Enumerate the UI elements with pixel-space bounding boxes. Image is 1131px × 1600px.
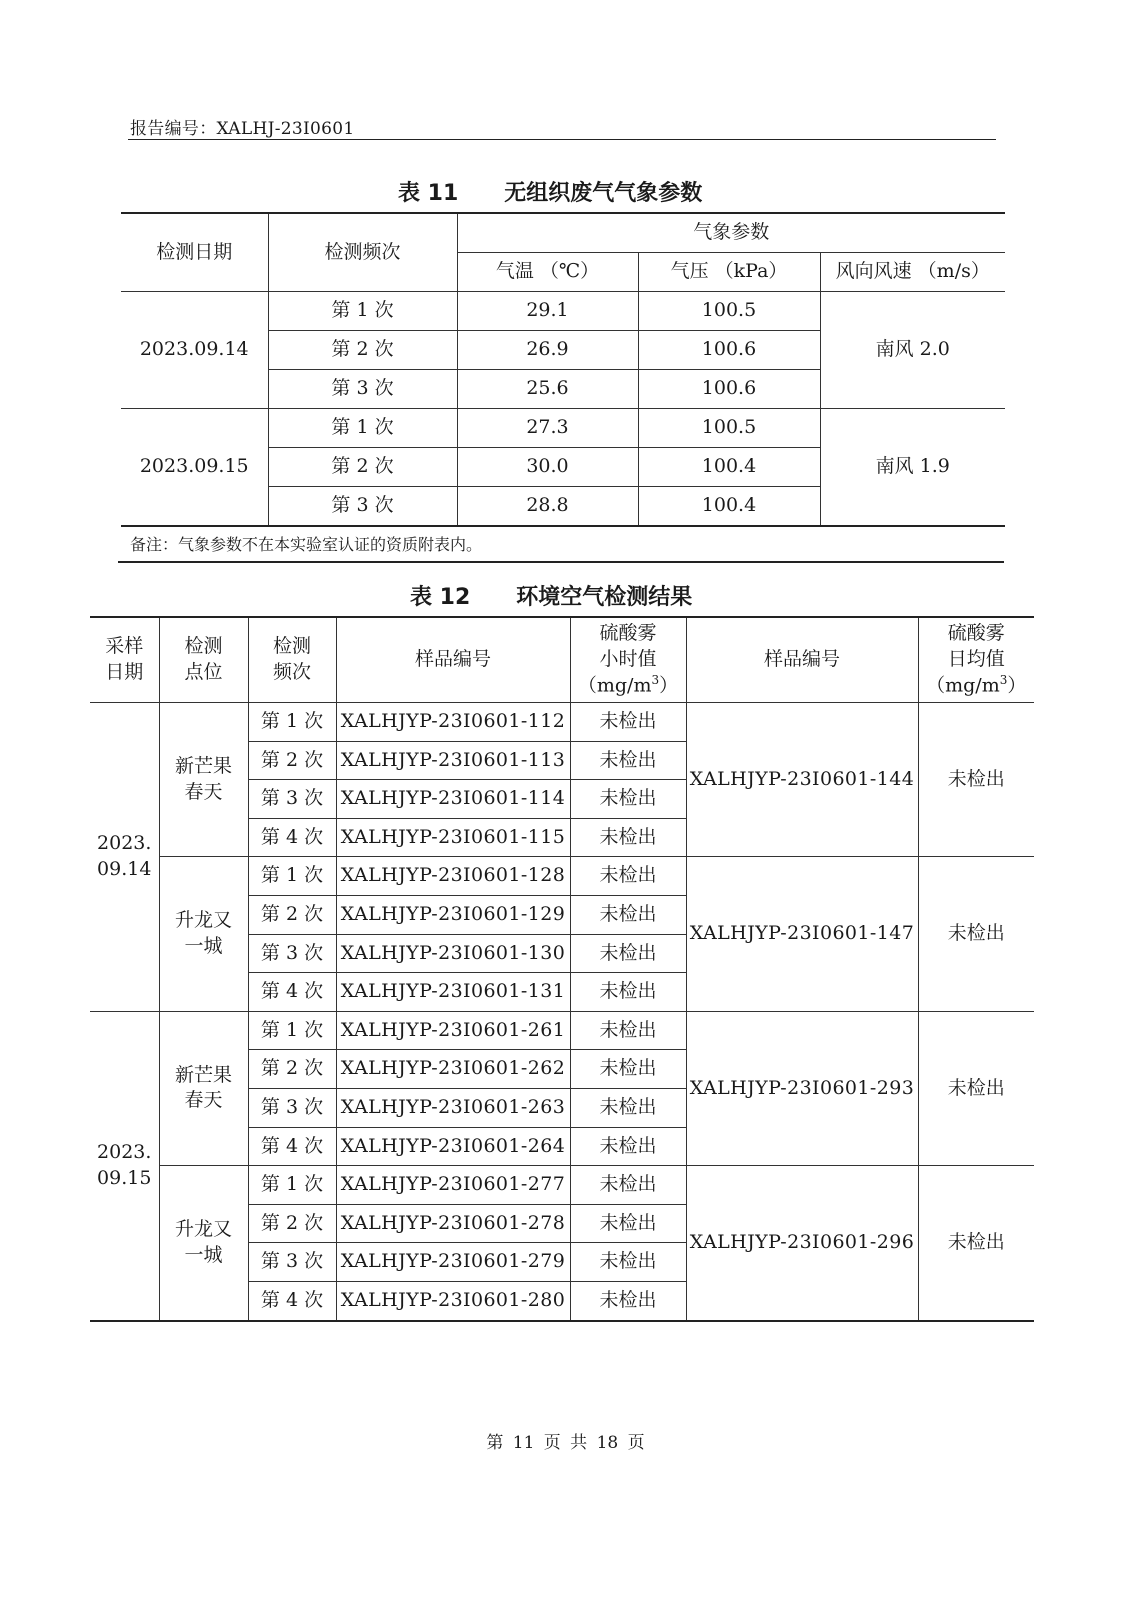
t11-date-cell: 2023.09.15 — [121, 409, 268, 527]
t12-sample-cell: XALHJYP-23I0601-280 — [336, 1281, 570, 1320]
t12-daily-sample-cell: XALHJYP-23I0601-293 — [686, 1011, 918, 1165]
t12-daily-value-cell: 未检出 — [918, 703, 1034, 857]
table12-air-results — [90, 616, 1034, 1322]
t12-freq-cell: 第 1 次 — [248, 1166, 336, 1205]
t12-site-cell: 新芒果 春天 — [159, 1011, 248, 1165]
t12-sample-cell: XALHJYP-23I0601-129 — [336, 895, 570, 934]
t11-header-wind: 风向风速 （m/s） — [820, 253, 1005, 292]
t12-sample-cell: XALHJYP-23I0601-264 — [336, 1127, 570, 1166]
t12-freq-cell: 第 4 次 — [248, 1281, 336, 1320]
t11-temp-cell: 25.6 — [457, 370, 638, 409]
t11-pressure-cell: 100.5 — [638, 292, 820, 331]
t12-freq-cell: 第 3 次 — [248, 1088, 336, 1127]
t12-hourly-value-cell: 未检出 — [570, 934, 686, 973]
t12-freq-cell: 第 1 次 — [248, 1011, 336, 1050]
t12-hourly-value-cell: 未检出 — [570, 1243, 686, 1282]
t11-freq-cell: 第 1 次 — [268, 292, 457, 331]
t12-hourly-value-cell: 未检出 — [570, 1088, 686, 1127]
t12-header-daily: 硫酸雾 日均值 $(mg/m^3)$ — [918, 617, 1034, 703]
t11-header-freq: 检测频次 — [268, 213, 457, 292]
t11-freq-cell: 第 3 次 — [268, 370, 457, 409]
t12-daily-sample-cell: XALHJYP-23I0601-296 — [686, 1166, 918, 1321]
t12-freq-cell: 第 1 次 — [248, 857, 336, 896]
t11-date-cell: 2023.09.14 — [121, 292, 268, 409]
t11-temp-cell: 27.3 — [457, 409, 638, 448]
t11-pressure-cell: 100.4 — [638, 487, 820, 527]
t12-site-cell: 升龙又 一城 — [159, 857, 248, 1011]
t12-sample-cell: XALHJYP-23I0601-278 — [336, 1204, 570, 1243]
table12-caption: 表 12 环境空气检测结果 — [410, 585, 693, 610]
t12-freq-cell: 第 2 次 — [248, 741, 336, 780]
t11-wind-cell: 南风 2.0 — [820, 292, 1005, 409]
t12-sample-cell: XALHJYP-23I0601-277 — [336, 1166, 570, 1205]
t11-freq-cell: 第 2 次 — [268, 448, 457, 487]
t12-hourly-value-cell: 未检出 — [570, 780, 686, 819]
t12-site-cell: 新芒果 春天 — [159, 703, 248, 857]
table-row — [90, 1166, 1034, 1205]
t12-freq-cell: 第 3 次 — [248, 1243, 336, 1282]
t12-freq-cell: 第 3 次 — [248, 934, 336, 973]
t12-site-cell: 升龙又 一城 — [159, 1166, 248, 1321]
t12-sample-cell: XALHJYP-23I0601-263 — [336, 1088, 570, 1127]
t12-daily-value-cell: 未检出 — [918, 1011, 1034, 1165]
t11-temp-cell: 30.0 — [457, 448, 638, 487]
t12-header-freq: 检测 频次 — [248, 617, 336, 703]
t12-sample-cell: XALHJYP-23I0601-130 — [336, 934, 570, 973]
header-rule — [128, 139, 996, 140]
table-row — [90, 857, 1034, 896]
table-row — [121, 292, 1005, 331]
t11-wind-cell: 南风 1.9 — [820, 409, 1005, 527]
table-row — [90, 703, 1034, 742]
t12-sample-cell: XALHJYP-23I0601-131 — [336, 973, 570, 1012]
t11-header-date: 检测日期 — [121, 213, 268, 292]
t11-header-temp: 气温 （℃） — [457, 253, 638, 292]
t12-hourly-value-cell: 未检出 — [570, 895, 686, 934]
t12-daily-value-cell: 未检出 — [918, 1166, 1034, 1321]
t12-date-cell: 2023. 09.15 — [90, 1011, 159, 1320]
t12-hourly-value-cell: 未检出 — [570, 1050, 686, 1089]
report-number: 报告编号：XALHJ-23I0601 — [130, 119, 355, 139]
t12-sample-cell: XALHJYP-23I0601-262 — [336, 1050, 570, 1089]
t11-pressure-cell: 100.6 — [638, 370, 820, 409]
t12-hourly-value-cell: 未检出 — [570, 1166, 686, 1205]
t11-pressure-cell: 100.5 — [638, 409, 820, 448]
t12-header-date: 采样 日期 — [90, 617, 159, 703]
table11-caption: 表 11 无组织废气气象参数 — [398, 181, 703, 206]
t11-pressure-cell: 100.4 — [638, 448, 820, 487]
table-row — [121, 409, 1005, 448]
t12-freq-cell: 第 3 次 — [248, 780, 336, 819]
t12-header-sample2: 样品编号 — [686, 617, 918, 703]
t12-sample-cell: XALHJYP-23I0601-279 — [336, 1243, 570, 1282]
t12-sample-cell: XALHJYP-23I0601-128 — [336, 857, 570, 896]
t12-hourly-value-cell: 未检出 — [570, 1281, 686, 1320]
t12-sample-cell: XALHJYP-23I0601-112 — [336, 703, 570, 742]
t12-hourly-value-cell: 未检出 — [570, 857, 686, 896]
t12-sample-cell: XALHJYP-23I0601-113 — [336, 741, 570, 780]
t12-daily-sample-cell: XALHJYP-23I0601-147 — [686, 857, 918, 1011]
t12-sample-cell: XALHJYP-23I0601-115 — [336, 818, 570, 857]
note-rule — [118, 561, 1004, 563]
t12-sample-cell: XALHJYP-23I0601-114 — [336, 780, 570, 819]
table-row — [90, 1011, 1034, 1050]
t11-freq-cell: 第 1 次 — [268, 409, 457, 448]
t11-header-pressure: 气压 （kPa） — [638, 253, 820, 292]
t12-hourly-value-cell: 未检出 — [570, 1204, 686, 1243]
t12-hourly-value-cell: 未检出 — [570, 1127, 686, 1166]
t12-freq-cell: 第 4 次 — [248, 1127, 336, 1166]
t12-date-cell: 2023. 09.14 — [90, 703, 159, 1012]
t12-daily-value-cell: 未检出 — [918, 857, 1034, 1011]
t12-hourly-value-cell: 未检出 — [570, 973, 686, 1012]
t12-freq-cell: 第 1 次 — [248, 703, 336, 742]
page-footer: 第 11 页 共 18 页 — [486, 1433, 645, 1453]
table11-note: 备注：气象参数不在本实验室认证的资质附表内。 — [130, 535, 483, 554]
t12-daily-sample-cell: XALHJYP-23I0601-144 — [686, 703, 918, 857]
t12-hourly-value-cell: 未检出 — [570, 741, 686, 780]
t12-hourly-value-cell: 未检出 — [570, 818, 686, 857]
t12-header-sample: 样品编号 — [336, 617, 570, 703]
t12-header-hourly: 硫酸雾 小时值 $(mg/m^3)$ — [570, 617, 686, 703]
t12-sample-cell: XALHJYP-23I0601-261 — [336, 1011, 570, 1050]
t12-freq-cell: 第 4 次 — [248, 973, 336, 1012]
table11-weather-params — [121, 212, 1005, 527]
t11-temp-cell: 26.9 — [457, 331, 638, 370]
t12-hourly-value-cell: 未检出 — [570, 1011, 686, 1050]
t12-freq-cell: 第 2 次 — [248, 895, 336, 934]
t11-freq-cell: 第 3 次 — [268, 487, 457, 527]
t11-freq-cell: 第 2 次 — [268, 331, 457, 370]
t12-header-site: 检测 点位 — [159, 617, 248, 703]
t11-header-group: 气象参数 — [457, 213, 1005, 253]
t11-pressure-cell: 100.6 — [638, 331, 820, 370]
t12-freq-cell: 第 4 次 — [248, 818, 336, 857]
t12-freq-cell: 第 2 次 — [248, 1050, 336, 1089]
t12-hourly-value-cell: 未检出 — [570, 703, 686, 742]
t12-freq-cell: 第 2 次 — [248, 1204, 336, 1243]
t11-temp-cell: 28.8 — [457, 487, 638, 527]
t11-temp-cell: 29.1 — [457, 292, 638, 331]
